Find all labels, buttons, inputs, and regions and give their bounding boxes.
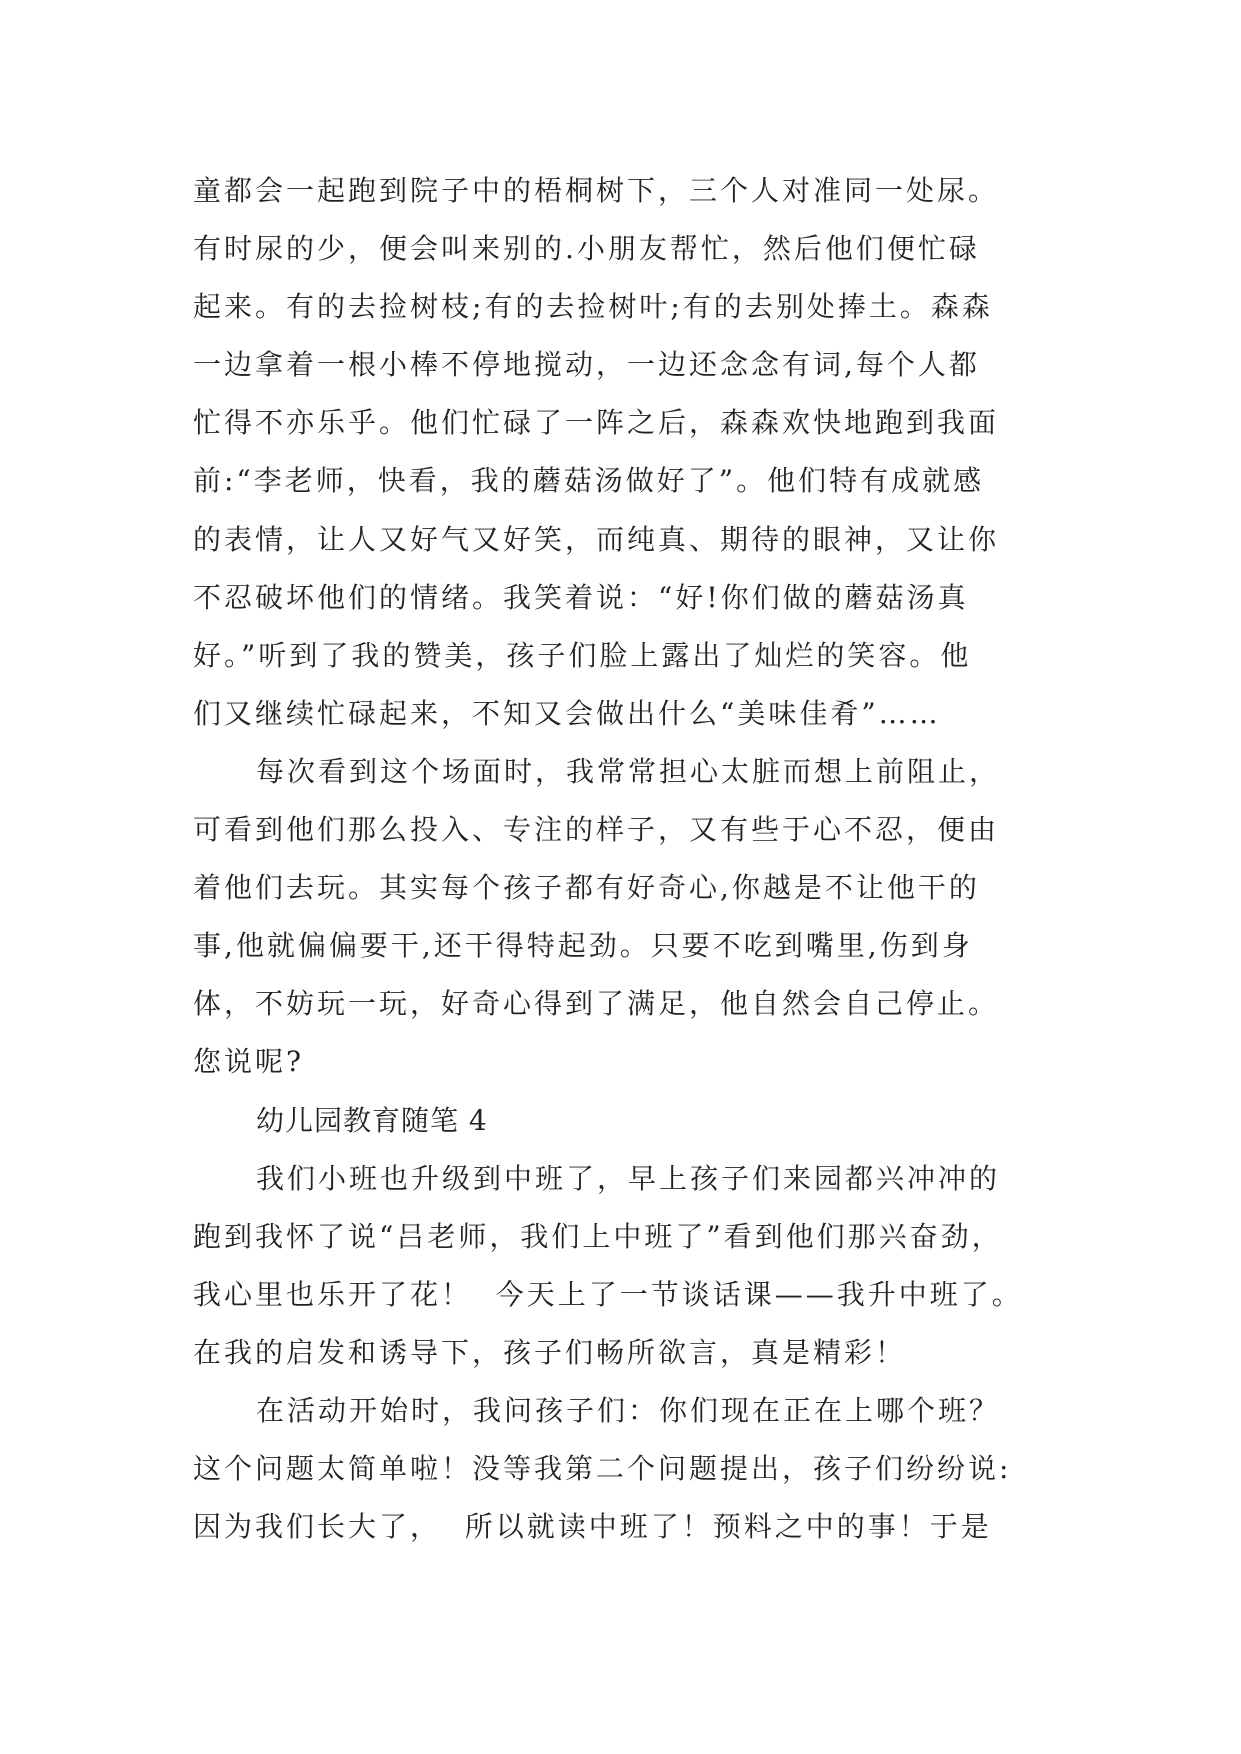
text-line: 在我的启发和诱导下，孩子们畅所欲言，真是精彩！ bbox=[193, 1335, 907, 1369]
paragraph-start-line: 在活动开始时，我问孩子们：你们现在正在上哪个班？ bbox=[256, 1393, 1001, 1427]
text-line: 体，不妨玩一玩，好奇心得到了满足，他自然会自己停止。 bbox=[193, 987, 1000, 1021]
document-body bbox=[193, 162, 1053, 1556]
text-line: 们又继续忙碌起来，不知又会做出什么“美味佳肴”…… bbox=[193, 696, 941, 730]
text-line: 一边拿着一根小棒不停地搅动，一边还念念有词,每个人都 bbox=[193, 348, 980, 382]
text-line: 着他们去玩。其实每个孩子都有好奇心,你越是不让他干的 bbox=[193, 871, 980, 905]
text-line: 事,他就偏偏要干,还干得特起劲。只要不吃到嘴里,伤到身 bbox=[193, 929, 973, 963]
text-line: 可看到他们那么投入、专注的样子，又有些于心不忍，便由 bbox=[193, 813, 1000, 847]
section-heading: 幼儿园教育随笔 4 bbox=[256, 1103, 488, 1137]
text-line: 有时尿的少，便会叫来别的.小朋友帮忙，然后他们便忙碌 bbox=[193, 232, 980, 266]
text-line: 好。”听到了我的赞美，孩子们脸上露出了灿烂的笑容。他 bbox=[193, 638, 972, 672]
text-line: 忙得不亦乐乎。他们忙碌了一阵之后，森森欢快地跑到我面 bbox=[193, 406, 1000, 440]
text-line: 起来。有的去捡树枝;有的去捡树叶;有的去别处捧土。森森 bbox=[193, 290, 993, 324]
text-line: 童都会一起跑到院子中的梧桐树下，三个人对准同一处尿。 bbox=[193, 174, 1000, 207]
text-line: 的表情，让人又好气又好笑，而纯真、期待的眼神，又让你 bbox=[193, 522, 1000, 556]
text-line: 这个问题太简单啦！没等我第二个问题提出，孩子们纷纷说: bbox=[193, 1452, 1012, 1486]
text-line: 因为我们长大了， 所以就读中班了！预料之中的事！于是 bbox=[193, 1510, 992, 1544]
paragraph-start-line: 我们小班也升级到中班了，早上孩子们来园都兴冲冲的 bbox=[256, 1161, 1001, 1195]
text-line: 跑到我怀了说“吕老师，我们上中班了”看到他们那兴奋劲， bbox=[193, 1219, 1003, 1253]
paragraph-start-line: 每次看到这个场面时，我常常担心太脏而想上前阻止， bbox=[256, 754, 1001, 788]
text-line: 我心里也乐开了花！ 今天上了一节谈话课——我升中班了。 bbox=[193, 1277, 1023, 1311]
text-line: 不忍破坏他们的情绪。我笑着说：“好!你们做的蘑菇汤真 bbox=[193, 580, 969, 614]
text-line: 您说呢? bbox=[193, 1045, 305, 1079]
text-line: 前:“李老师，快看，我的蘑菇汤做好了”。他们特有成就感 bbox=[193, 464, 985, 498]
